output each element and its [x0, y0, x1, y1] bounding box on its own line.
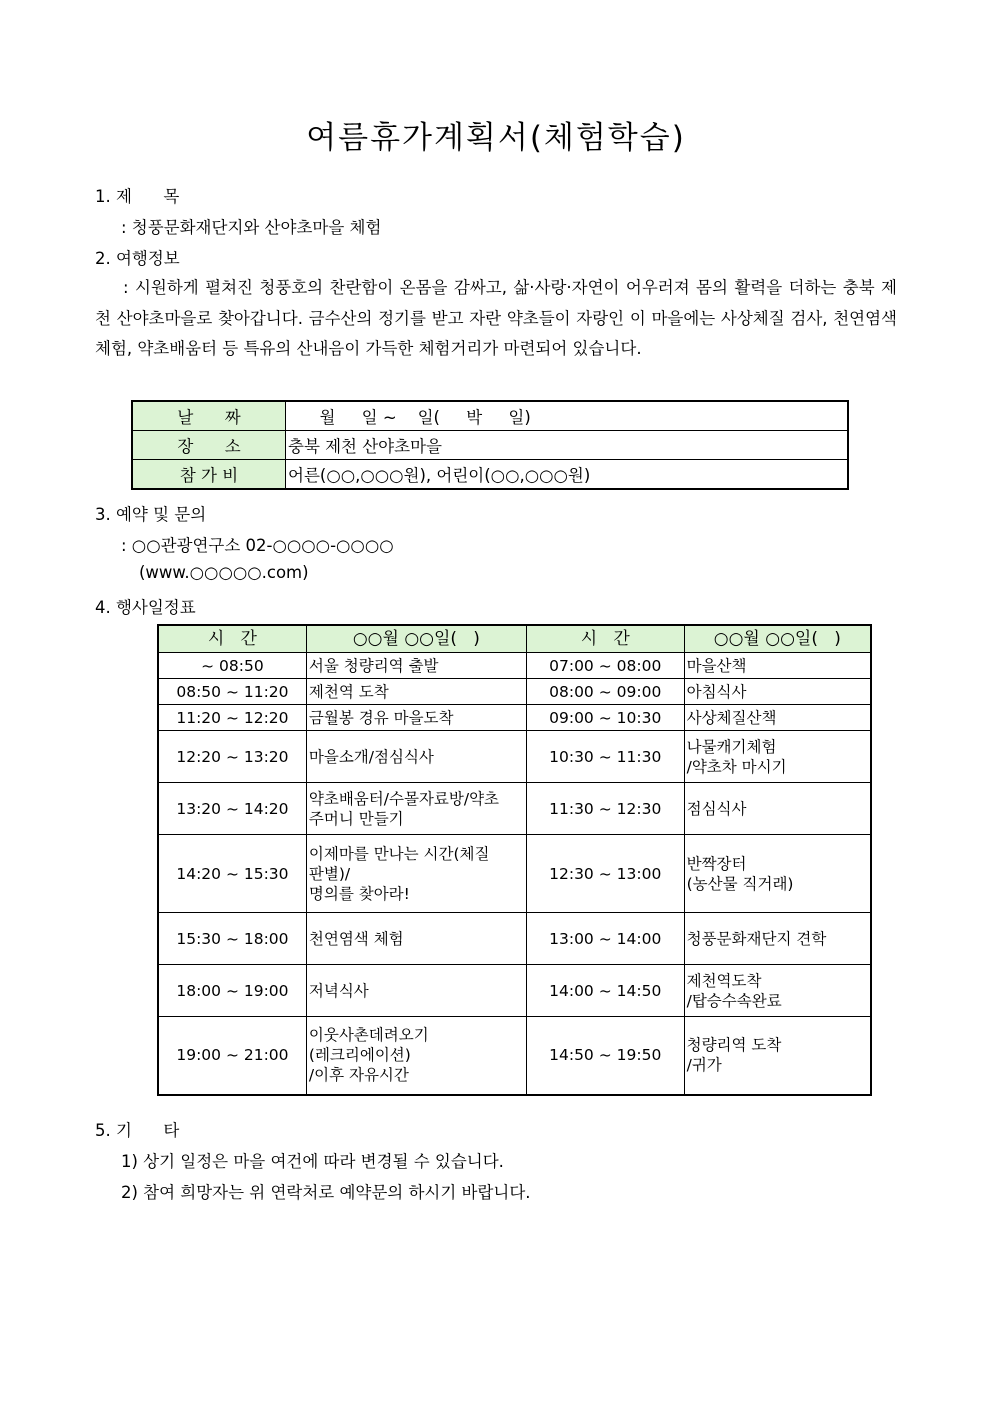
info-label-place: 장 소 — [132, 431, 286, 460]
schedule-time-day2: 12:30 ~ 13:00 — [526, 835, 684, 913]
schedule-header-row — [158, 625, 871, 653]
schedule-activity-day1: 마을소개/점심식사 — [306, 731, 526, 783]
schedule-header-time1: 시 간 — [158, 625, 306, 653]
schedule-time-day1: 18:00 ~ 19:00 — [158, 965, 306, 1017]
schedule-activity-day1: 금월봉 경유 마을도착 — [306, 705, 526, 731]
section5-item2: 2) 참여 희망자는 위 연락처로 예약문의 하시기 바랍니다. — [121, 1183, 531, 1202]
schedule-row — [158, 835, 871, 913]
schedule-row — [158, 653, 871, 679]
schedule-time-day1: 15:30 ~ 18:00 — [158, 913, 306, 965]
schedule-time-day1: 13:20 ~ 14:20 — [158, 783, 306, 835]
info-row-place — [132, 431, 848, 460]
info-label-date: 날 짜 — [132, 401, 286, 431]
schedule-time-day2: 14:00 ~ 14:50 — [526, 965, 684, 1017]
schedule-time-day2: 10:30 ~ 11:30 — [526, 731, 684, 783]
info-value-date: 월 일 ~ 일( 박 일) — [286, 401, 849, 431]
schedule-row — [158, 913, 871, 965]
section1-content: : 청풍문화재단지와 산야초마을 체험 — [121, 218, 382, 237]
schedule-activity-day1: 저녁식사 — [306, 965, 526, 1017]
section3-website: (www.○○○○○.com) — [139, 563, 309, 582]
info-table — [131, 400, 849, 490]
section5-heading: 5. 기 타 — [95, 1121, 180, 1140]
schedule-activity-day2: 사상체질산책 — [684, 705, 871, 731]
schedule-table — [157, 624, 872, 1096]
schedule-header-day2: ○○월 ○○일( ) — [684, 625, 871, 653]
schedule-activity-day2: 제천역도착 /탑승수속완료 — [684, 965, 871, 1017]
schedule-row — [158, 965, 871, 1017]
schedule-activity-day2: 마을산책 — [684, 653, 871, 679]
schedule-row — [158, 705, 871, 731]
schedule-activity-day2: 청량리역 도착 /귀가 — [684, 1017, 871, 1095]
schedule-time-day2: 11:30 ~ 12:30 — [526, 783, 684, 835]
schedule-time-day1: 11:20 ~ 12:20 — [158, 705, 306, 731]
schedule-activity-day1: 서울 청량리역 출발 — [306, 653, 526, 679]
schedule-activity-day2: 점심식사 — [684, 783, 871, 835]
schedule-time-day1: 12:20 ~ 13:20 — [158, 731, 306, 783]
schedule-time-day2: 08:00 ~ 09:00 — [526, 679, 684, 705]
info-row-date — [132, 401, 848, 431]
schedule-activity-day1: 제천역 도착 — [306, 679, 526, 705]
info-value-fee: 어른(○○,○○○원), 어린이(○○,○○○원) — [286, 460, 849, 490]
schedule-row — [158, 731, 871, 783]
schedule-time-day2: 13:00 ~ 14:00 — [526, 913, 684, 965]
schedule-row — [158, 679, 871, 705]
section2-content: : 시원하게 펼쳐진 청풍호의 찬란함이 온몸을 감싸고, 삶·사랑·자연이 어우러져 몸의 활력을 더하는 충북 제천 산야초마을로 찾아갑니다. 금수산의 정기를 받고 자란 약초들이 자랑인 이 마을에는 사상체질 검사, 천연염색 체험, 약초배움터 등 특유의 산내음이 가득한 체험거리가 마련되어 있습니다. — [95, 278, 897, 358]
schedule-activity-day1: 약초배움터/수몰자료방/약초 주머니 만들기 — [306, 783, 526, 835]
schedule-time-day1: ~ 08:50 — [158, 653, 306, 679]
schedule-time-day1: 19:00 ~ 21:00 — [158, 1017, 306, 1095]
info-label-fee: 참 가 비 — [132, 460, 286, 490]
schedule-time-day2: 09:00 ~ 10:30 — [526, 705, 684, 731]
page-title: 여름휴가계획서(체험학습) — [306, 120, 686, 156]
schedule-time-day2: 07:00 ~ 08:00 — [526, 653, 684, 679]
schedule-time-day2: 14:50 ~ 19:50 — [526, 1017, 684, 1095]
schedule-activity-day2: 아침식사 — [684, 679, 871, 705]
schedule-header-time2: 시 간 — [526, 625, 684, 653]
schedule-activity-day1: 이제마를 만나는 시간(체질 판별)/ 명의를 찾아라! — [306, 835, 526, 913]
section5-item1: 1) 상기 일정은 마을 여건에 따라 변경될 수 있습니다. — [121, 1152, 504, 1171]
schedule-activity-day2: 반짝장터 (농산물 직거래) — [684, 835, 871, 913]
schedule-activity-day2: 나물캐기체험 /약초차 마시기 — [684, 731, 871, 783]
schedule-activity-day1: 이웃사촌데려오기 (레크리에이션) /이후 자유시간 — [306, 1017, 526, 1095]
schedule-header-day1: ○○월 ○○일( ) — [306, 625, 526, 653]
info-value-place: 충북 제천 산야초마을 — [286, 431, 849, 460]
section2-heading: 2. 여행정보 — [95, 249, 180, 268]
schedule-time-day1: 14:20 ~ 15:30 — [158, 835, 306, 913]
schedule-activity-day2: 청풍문화재단지 견학 — [684, 913, 871, 965]
schedule-activity-day1: 천연염색 체험 — [306, 913, 526, 965]
section3-heading: 3. 예약 및 문의 — [95, 505, 207, 524]
section3-contact: : ○○관광연구소 02-○○○○-○○○○ — [121, 536, 394, 555]
info-row-fee — [132, 460, 848, 490]
section1-heading: 1. 제 목 — [95, 187, 180, 206]
schedule-row — [158, 783, 871, 835]
schedule-row — [158, 1017, 871, 1095]
schedule-time-day1: 08:50 ~ 11:20 — [158, 679, 306, 705]
section4-heading: 4. 행사일정표 — [95, 598, 196, 617]
